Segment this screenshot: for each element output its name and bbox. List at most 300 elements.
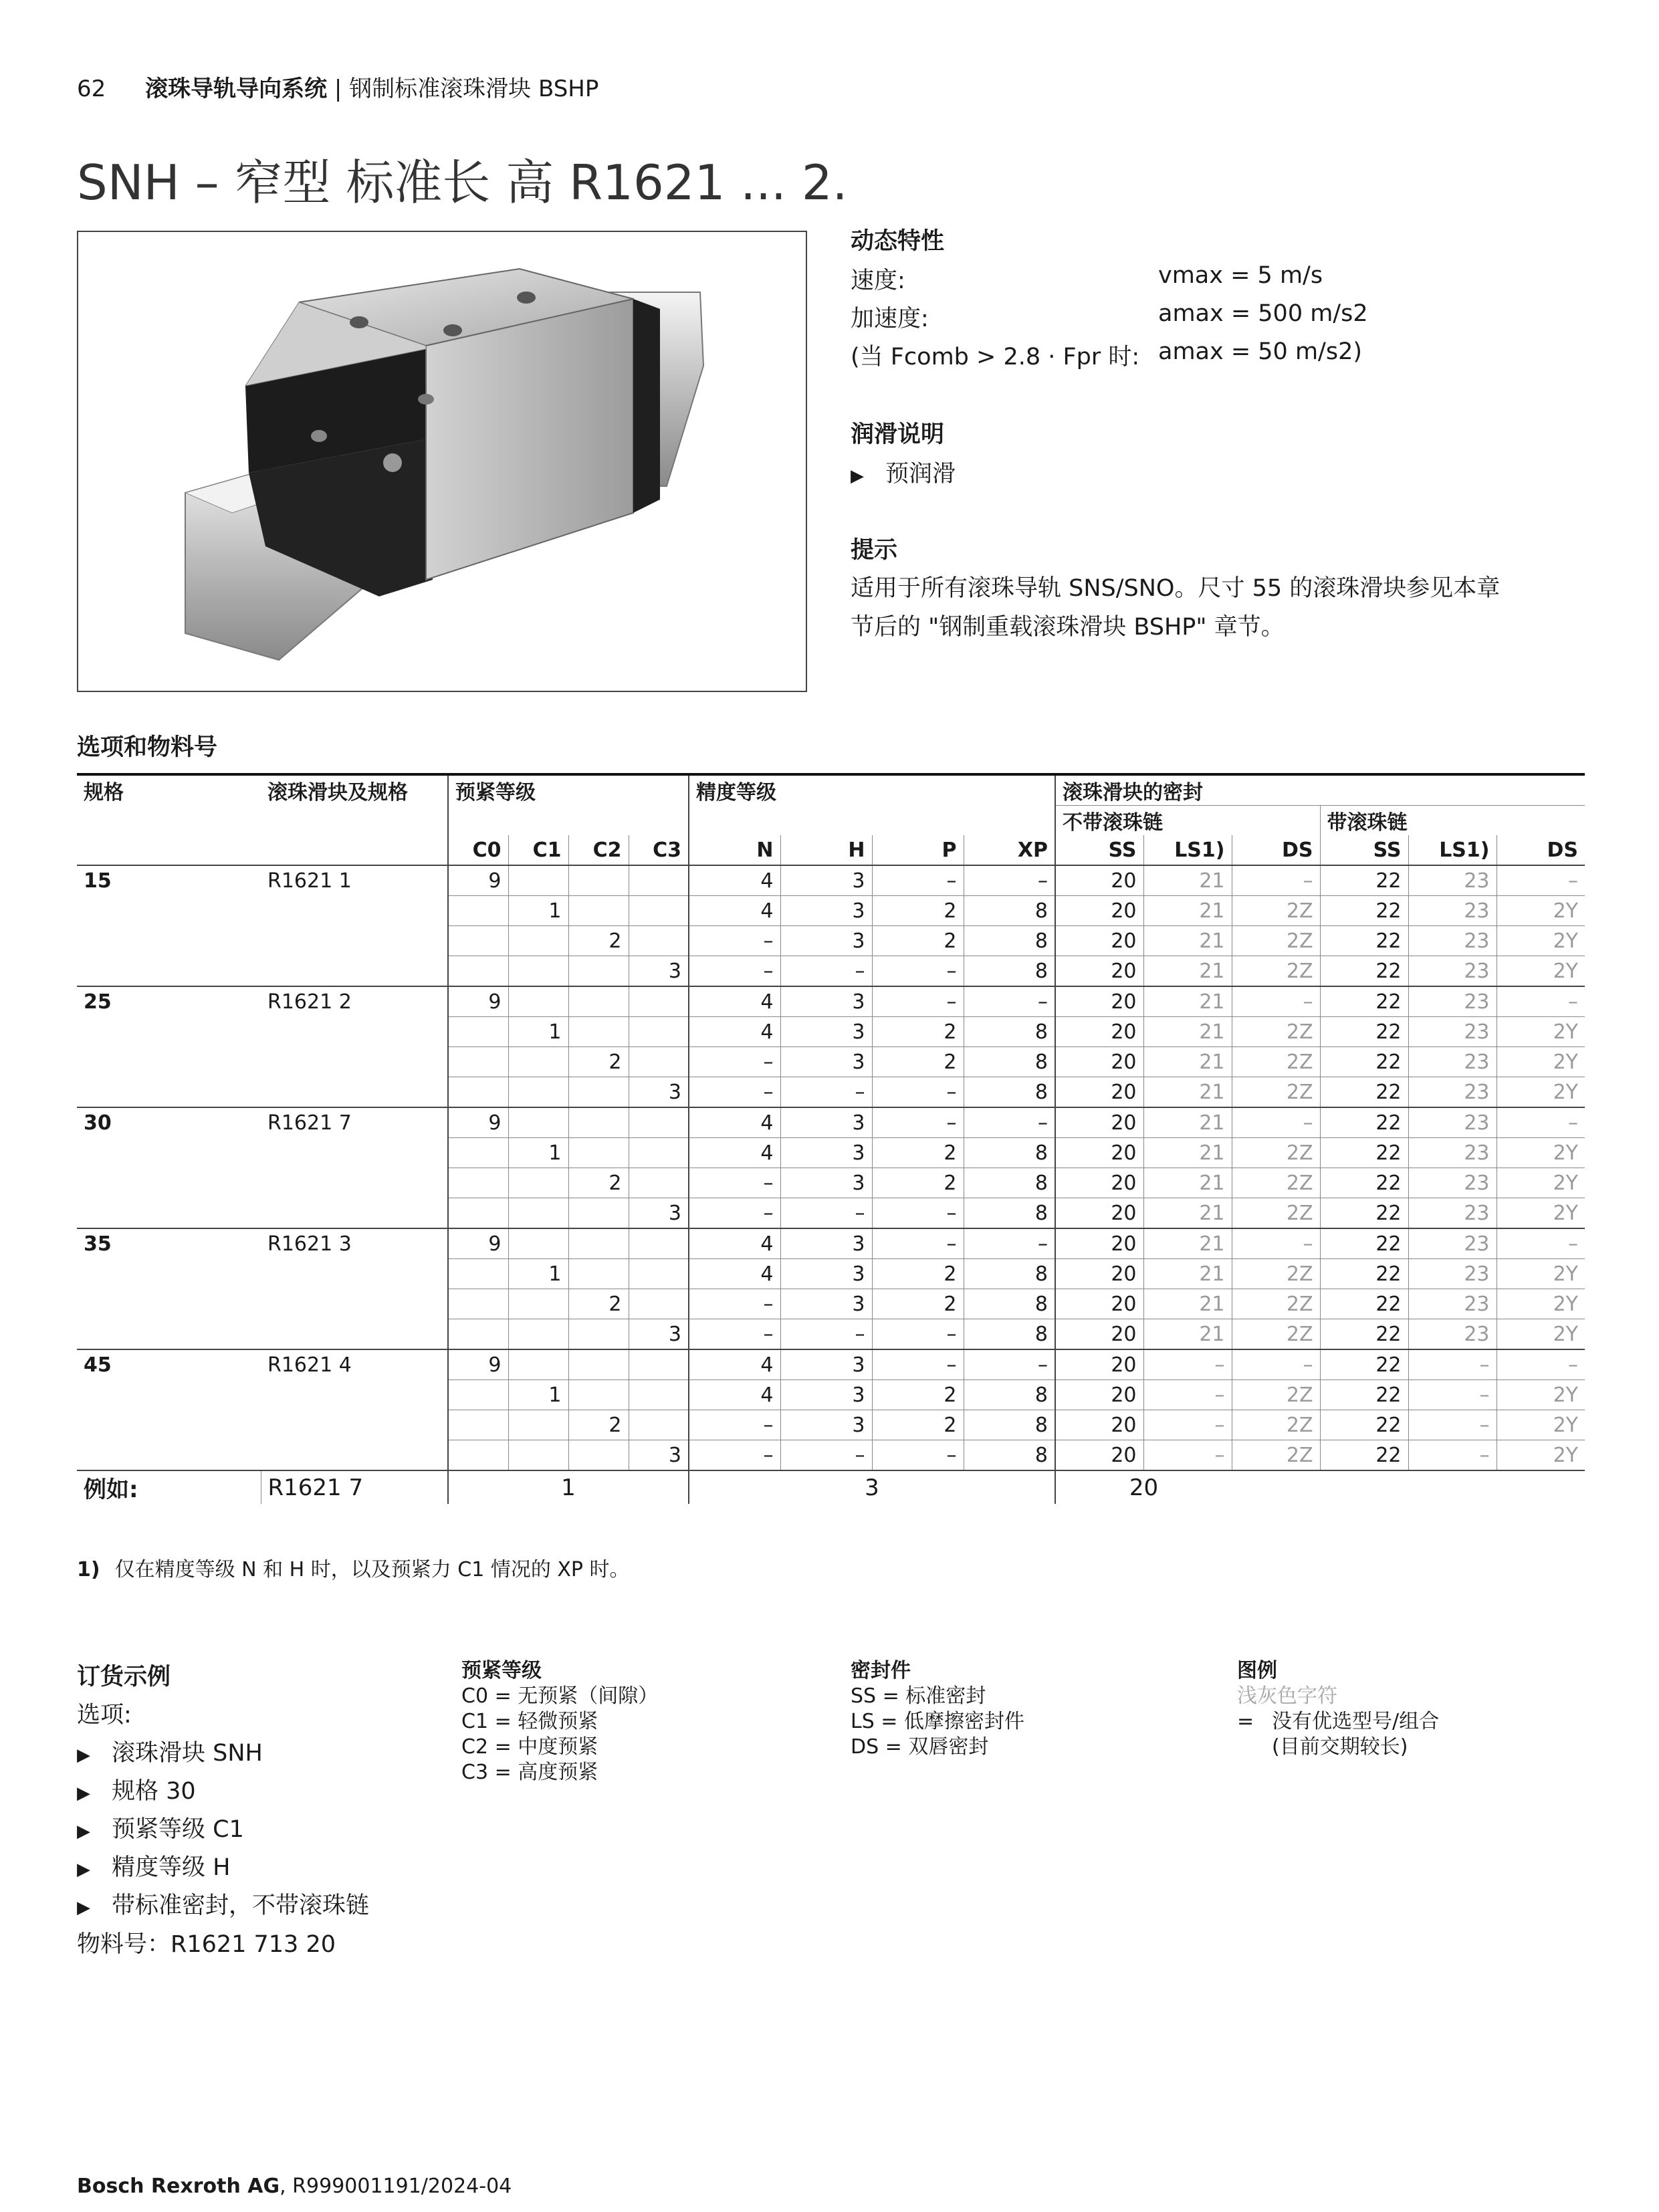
table-cell: –	[689, 956, 780, 987]
table-cell: –	[689, 1168, 780, 1198]
table-cell: 1	[508, 1017, 568, 1047]
table-cell: 2Z	[1232, 1138, 1320, 1168]
table-cell: 22	[1320, 1440, 1408, 1471]
table-cell	[448, 956, 508, 987]
seal-legend-item: LS = 低摩擦密封件	[851, 1710, 1024, 1733]
table-cell: 22	[1320, 1107, 1408, 1138]
table-cell: 23	[1408, 1168, 1497, 1198]
table-cell	[448, 1198, 508, 1229]
subsection-title: 钢制标准滚珠滑块 BSHP	[349, 76, 599, 102]
table-cell: 21	[1143, 1228, 1232, 1259]
table-cell: 2Y	[1497, 896, 1585, 926]
size-cell: 35	[77, 1228, 261, 1259]
size-cell: 25	[77, 986, 261, 1017]
table-cell	[448, 1319, 508, 1350]
table-cell	[448, 1259, 508, 1289]
size-cell	[77, 1168, 261, 1198]
carriage-code-cell	[261, 1198, 448, 1229]
order-item: ▶ 带标准密封，不带滚珠链	[77, 1892, 370, 1919]
table-cell	[448, 1380, 508, 1410]
size-cell	[77, 1259, 261, 1289]
carriage-code-cell: R1621 4	[261, 1349, 448, 1380]
table-cell: 2Z	[1232, 1047, 1320, 1077]
table-cell: 2	[872, 926, 964, 956]
legend	[1237, 1658, 1439, 1760]
table-cell: 2Y	[1497, 926, 1585, 956]
table-cell: 4	[689, 1380, 780, 1410]
legend-grey-sample: 浅灰色字符	[1237, 1684, 1337, 1708]
table-cell: –	[1408, 1410, 1497, 1440]
table-cell: 22	[1320, 1259, 1408, 1289]
column-header: P	[872, 835, 964, 865]
table-cell	[448, 1077, 508, 1108]
table-cell: 3	[780, 1047, 872, 1077]
table-cell	[448, 1047, 508, 1077]
size-cell	[77, 1380, 261, 1410]
size-cell	[77, 1138, 261, 1168]
table-cell: –	[872, 1228, 964, 1259]
page-header	[77, 70, 598, 103]
carriage-code-cell	[261, 1319, 448, 1350]
table-cell: 21	[1143, 956, 1232, 987]
table-cell: 3	[780, 1138, 872, 1168]
table-cell	[568, 1017, 629, 1047]
table-cell	[508, 865, 568, 896]
col-seal: 滚珠滑块的密封	[1055, 774, 1585, 806]
table-cell: 8	[964, 1138, 1055, 1168]
table-cell: –	[872, 986, 964, 1017]
table-cell	[448, 926, 508, 956]
table-cell: 20	[1055, 1047, 1143, 1077]
size-cell	[77, 1047, 261, 1077]
col-size: 规格	[77, 774, 261, 806]
table-cell	[629, 986, 689, 1017]
carriage-code-cell	[261, 1380, 448, 1410]
table-cell	[629, 1289, 689, 1319]
hint-line-1: 适用于所有滚珠导轨 SNS/SNO。尺寸 55 的滚珠滑块参见本章	[851, 575, 1501, 602]
order-item: ▶ 精度等级 H	[77, 1854, 231, 1881]
table-cell: 23	[1408, 926, 1497, 956]
lubrication-heading: 润滑说明	[851, 421, 945, 448]
table-cell: –	[872, 1349, 964, 1380]
table-cell: 3	[780, 1107, 872, 1138]
carriage-code-cell: R1621 3	[261, 1228, 448, 1259]
table-cell: 4	[689, 896, 780, 926]
table-cell: 3	[629, 1440, 689, 1471]
bullet-icon: ▶	[77, 1898, 90, 1918]
table-cell: 21	[1143, 1017, 1232, 1047]
table-cell: 2Z	[1232, 1380, 1320, 1410]
table-cell	[508, 926, 568, 956]
table-cell: 20	[1055, 1017, 1143, 1047]
table-cell: 21	[1143, 1077, 1232, 1108]
preload-legend-item: C2 = 中度预紧	[461, 1735, 598, 1759]
table-cell: 2Y	[1497, 1319, 1585, 1350]
table-cell	[629, 1017, 689, 1047]
table-cell: 22	[1320, 896, 1408, 926]
table-cell: 20	[1055, 1198, 1143, 1229]
col-preload: 预紧等级	[448, 774, 689, 806]
footer-company: Bosch Rexroth AG	[77, 2175, 280, 2198]
table-cell: –	[1232, 1349, 1320, 1380]
table-row	[77, 1017, 1585, 1047]
size-cell	[77, 956, 261, 987]
table-cell: 4	[689, 1228, 780, 1259]
table-cell: 2Y	[1497, 956, 1585, 987]
table-cell: 23	[1408, 1319, 1497, 1350]
table-cell: 2Y	[1497, 1410, 1585, 1440]
table-cell: 20	[1055, 1259, 1143, 1289]
column-header: LS1)	[1143, 835, 1232, 865]
table-row	[77, 926, 1585, 956]
table-cell: 2Y	[1497, 1077, 1585, 1108]
table-cell: 2	[568, 926, 629, 956]
table-cell: 2	[872, 1289, 964, 1319]
table-cell: 3	[780, 926, 872, 956]
table-cell: 2	[872, 1047, 964, 1077]
column-header: H	[780, 835, 872, 865]
table-header-row-3	[77, 835, 1585, 865]
table-cell	[629, 1380, 689, 1410]
table-cell: –	[780, 1198, 872, 1229]
size-cell: 15	[77, 865, 261, 896]
table-cell: 2Z	[1232, 1319, 1320, 1350]
table-cell: 22	[1320, 1228, 1408, 1259]
table-cell: 8	[964, 1380, 1055, 1410]
table-cell: 20	[1055, 1349, 1143, 1380]
table-cell: 2Z	[1232, 1017, 1320, 1047]
table-cell: –	[872, 1440, 964, 1471]
table-cell: 1	[508, 1259, 568, 1289]
carriage-code-cell	[261, 1410, 448, 1440]
bullet-icon: ▶	[77, 1860, 90, 1880]
table-cell: –	[689, 1289, 780, 1319]
table-cell: 4	[689, 1107, 780, 1138]
table-cell: 1	[508, 896, 568, 926]
table-cell	[629, 1047, 689, 1077]
table-cell: 3	[780, 896, 872, 926]
order-item: ▶ 预紧等级 C1	[77, 1816, 244, 1843]
carriage-code-cell	[261, 1138, 448, 1168]
example-seal: 20	[1055, 1470, 1232, 1504]
table-cell: 23	[1408, 865, 1497, 896]
table-row	[77, 1138, 1585, 1168]
table-cell	[568, 1077, 629, 1108]
table-cell: 20	[1055, 1289, 1143, 1319]
table-cell	[568, 896, 629, 926]
table-cell: 4	[689, 1349, 780, 1380]
table-cell: –	[780, 956, 872, 987]
table-row	[77, 1440, 1585, 1471]
linear-ball-carriage-icon	[78, 232, 806, 691]
condition-label: (当 Fcomb > 2.8 · Fpr 时:	[851, 344, 1140, 370]
table-cell: 8	[964, 1259, 1055, 1289]
order-item: ▶ 规格 30	[77, 1778, 196, 1805]
table-cell: 20	[1055, 865, 1143, 896]
table-row	[77, 1319, 1585, 1350]
table-cell	[508, 1168, 568, 1198]
table-cell: 23	[1408, 986, 1497, 1017]
table-row	[77, 1077, 1585, 1108]
seal-legend-item: DS = 双唇密封	[851, 1735, 989, 1759]
table-header-row-1	[77, 774, 1585, 806]
table-cell	[448, 1138, 508, 1168]
table-cell: 21	[1143, 896, 1232, 926]
col-no-chain: 不带滚珠链	[1055, 806, 1320, 836]
table-cell: 2Y	[1497, 1440, 1585, 1471]
table-cell: 3	[629, 1319, 689, 1350]
carriage-code-cell: R1621 7	[261, 1107, 448, 1138]
table-cell: –	[689, 1410, 780, 1440]
table-row	[77, 865, 1585, 896]
carriage-code-cell	[261, 1289, 448, 1319]
table-cell: 3	[780, 1259, 872, 1289]
table-cell: 20	[1055, 1228, 1143, 1259]
table-cell	[629, 1107, 689, 1138]
table-row	[77, 1047, 1585, 1077]
table-cell: 9	[448, 1228, 508, 1259]
table-cell: –	[780, 1319, 872, 1350]
carriage-code-cell	[261, 896, 448, 926]
carriage-code-cell	[261, 956, 448, 987]
table-cell: –	[1497, 1349, 1585, 1380]
table-cell: –	[1497, 865, 1585, 896]
table-cell: 8	[964, 1410, 1055, 1440]
table-cell: 2	[872, 1168, 964, 1198]
bullet-icon: ▶	[851, 466, 864, 486]
table-cell: –	[964, 1349, 1055, 1380]
page-number: 62	[77, 76, 106, 102]
size-cell	[77, 1289, 261, 1319]
example-empty	[1232, 1470, 1585, 1504]
table-cell: 22	[1320, 1168, 1408, 1198]
size-cell	[77, 1410, 261, 1440]
table-cell: 9	[448, 986, 508, 1017]
order-part-number: 物料号：R1621 713 20	[77, 1931, 336, 1958]
size-cell: 45	[77, 1349, 261, 1380]
table-cell: 22	[1320, 1380, 1408, 1410]
carriage-code-cell	[261, 1017, 448, 1047]
table-cell: 2Z	[1232, 1410, 1320, 1440]
table-cell	[448, 1289, 508, 1319]
legend-line-2: (目前交期较长)	[1272, 1735, 1408, 1759]
table-cell: 4	[689, 1138, 780, 1168]
table-cell: 3	[780, 1168, 872, 1198]
table-cell: 2	[872, 1380, 964, 1410]
table-cell: 22	[1320, 1017, 1408, 1047]
table-cell: 23	[1408, 1017, 1497, 1047]
table-cell: 21	[1143, 1259, 1232, 1289]
table-cell: 8	[964, 1047, 1055, 1077]
condition-value: amax = 50 m/s2)	[1158, 338, 1362, 365]
table-cell	[508, 1047, 568, 1077]
table-cell: 23	[1408, 1198, 1497, 1229]
lubrication-item: ▶ 预润滑	[851, 461, 956, 487]
size-cell	[77, 1319, 261, 1350]
table-cell: 3	[629, 1198, 689, 1229]
carriage-code-cell	[261, 926, 448, 956]
table-cell	[568, 1349, 629, 1380]
table-cell	[568, 1198, 629, 1229]
table-cell: 3	[780, 1228, 872, 1259]
table-cell: 22	[1320, 1077, 1408, 1108]
table-cell: 8	[964, 1077, 1055, 1108]
table-cell: 23	[1408, 896, 1497, 926]
table-cell: 23	[1408, 956, 1497, 987]
table-cell	[629, 896, 689, 926]
table-cell: 4	[689, 865, 780, 896]
table-cell	[508, 1349, 568, 1380]
seal-legend	[851, 1658, 1024, 1760]
table-cell	[508, 956, 568, 987]
page-footer	[77, 2175, 512, 2198]
preload-legend	[461, 1658, 658, 1785]
example-row	[77, 1470, 1585, 1504]
table-cell	[568, 1380, 629, 1410]
table-cell	[508, 1319, 568, 1350]
table-cell: 2Z	[1232, 956, 1320, 987]
table-cell	[508, 1289, 568, 1319]
table-cell: 3	[629, 956, 689, 987]
table-cell: 21	[1143, 1289, 1232, 1319]
table-cell	[508, 1107, 568, 1138]
table-cell	[568, 956, 629, 987]
table-cell	[508, 1198, 568, 1229]
table-cell: 2	[872, 1138, 964, 1168]
table-cell	[568, 986, 629, 1017]
table-cell: 3	[780, 1410, 872, 1440]
table-cell: 22	[1320, 1047, 1408, 1077]
preload-legend-item: C3 = 高度预紧	[461, 1761, 598, 1784]
table-cell: –	[1232, 1228, 1320, 1259]
table-row	[77, 896, 1585, 926]
table-cell: –	[964, 1228, 1055, 1259]
table-cell: 2Y	[1497, 1138, 1585, 1168]
preload-legend-item: C1 = 轻微预紧	[461, 1710, 598, 1733]
table-cell	[629, 926, 689, 956]
footnote	[77, 1553, 630, 1582]
table-cell: 2	[568, 1168, 629, 1198]
table-cell: 9	[448, 1107, 508, 1138]
column-header: C1	[508, 835, 568, 865]
size-cell	[77, 1017, 261, 1047]
table-cell: –	[1408, 1440, 1497, 1471]
accel-label: 加速度:	[851, 306, 929, 332]
table-cell: –	[1232, 1107, 1320, 1138]
table-cell: 9	[448, 1349, 508, 1380]
legend-equals: =	[1237, 1710, 1254, 1733]
table-cell: –	[1497, 1107, 1585, 1138]
table-cell: –	[1497, 986, 1585, 1017]
legend-heading: 图例	[1237, 1659, 1277, 1682]
table-row	[77, 986, 1585, 1017]
table-row	[77, 1198, 1585, 1229]
table-cell: 22	[1320, 1349, 1408, 1380]
section-title: 滚珠导轨导向系统	[145, 76, 328, 102]
table-cell: 2Y	[1497, 1380, 1585, 1410]
table-header-row-2	[77, 806, 1585, 836]
table-cell: –	[689, 926, 780, 956]
table-cell: –	[872, 1107, 964, 1138]
table-cell: 4	[689, 1017, 780, 1047]
table-cell: –	[689, 1077, 780, 1108]
table-cell: 2	[872, 896, 964, 926]
table-cell	[568, 1107, 629, 1138]
table-cell: 8	[964, 1017, 1055, 1047]
table-cell: 3	[780, 1349, 872, 1380]
table-cell: 2	[872, 1259, 964, 1289]
table-cell	[568, 1259, 629, 1289]
table-cell: 2	[568, 1289, 629, 1319]
table-cell: 1	[508, 1138, 568, 1168]
column-header: XP	[964, 835, 1055, 865]
table-row	[77, 1228, 1585, 1259]
bullet-icon: ▶	[77, 1783, 90, 1803]
table-cell: 8	[964, 896, 1055, 926]
table-cell: 2Z	[1232, 1168, 1320, 1198]
table-cell: 20	[1055, 1319, 1143, 1350]
table-cell: 2Z	[1232, 1198, 1320, 1229]
table-cell: 22	[1320, 1138, 1408, 1168]
table-cell	[629, 1349, 689, 1380]
size-cell	[77, 1198, 261, 1229]
table-row	[77, 1410, 1585, 1440]
bullet-icon: ▶	[77, 1821, 90, 1842]
table-cell: –	[689, 1319, 780, 1350]
table-cell: 22	[1320, 1410, 1408, 1440]
table-cell: 8	[964, 956, 1055, 987]
size-cell	[77, 896, 261, 926]
table-cell: –	[1232, 986, 1320, 1017]
table-cell: –	[1143, 1349, 1232, 1380]
table-cell	[508, 1077, 568, 1108]
table-cell: 1	[508, 1380, 568, 1410]
header-separator: |	[334, 76, 342, 102]
table-row	[77, 1289, 1585, 1319]
size-cell	[77, 1440, 261, 1471]
table-cell: –	[872, 865, 964, 896]
table-row	[77, 1168, 1585, 1198]
size-cell	[77, 1077, 261, 1108]
table-cell: 3	[780, 986, 872, 1017]
table-cell: 8	[964, 1440, 1055, 1471]
speed-label: 速度:	[851, 267, 905, 294]
table-cell	[448, 1017, 508, 1047]
column-header: SS	[1320, 835, 1408, 865]
table-cell: 8	[964, 1319, 1055, 1350]
table-cell: –	[1143, 1380, 1232, 1410]
table-cell	[629, 1410, 689, 1440]
example-label: 例如:	[77, 1470, 261, 1504]
carriage-code-cell: R1621 2	[261, 986, 448, 1017]
table-cell: 2Y	[1497, 1168, 1585, 1198]
table-cell: 3	[780, 1380, 872, 1410]
bullet-icon: ▶	[77, 1745, 90, 1765]
table-cell: 2Y	[1497, 1259, 1585, 1289]
table-cell: 20	[1055, 1168, 1143, 1198]
table-cell	[448, 1440, 508, 1471]
table-cell: –	[964, 1107, 1055, 1138]
column-header: C3	[629, 835, 689, 865]
table-cell: 2Y	[1497, 1289, 1585, 1319]
table-cell: 21	[1143, 1168, 1232, 1198]
table-cell: 3	[780, 1017, 872, 1047]
table-cell: 4	[689, 986, 780, 1017]
table-cell: –	[964, 986, 1055, 1017]
table-cell	[568, 1138, 629, 1168]
table-cell: 9	[448, 865, 508, 896]
table-cell	[629, 865, 689, 896]
